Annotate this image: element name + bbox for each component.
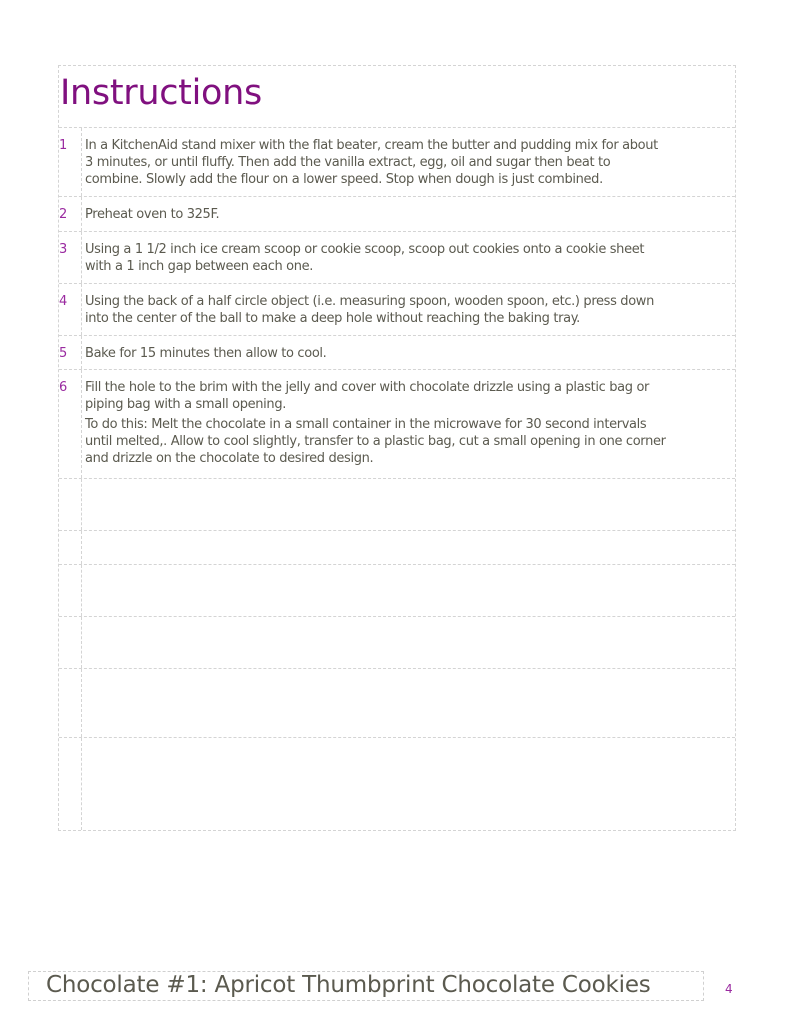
empty-row xyxy=(59,479,735,531)
step-number: 2 xyxy=(59,197,82,231)
step-row xyxy=(59,197,735,232)
footer-recipe-title: Chocolate #1: Apricot Thumbprint Chocolate Cookies xyxy=(46,972,651,998)
step-paragraph xyxy=(85,137,727,188)
page-title: Instructions xyxy=(60,73,262,113)
step-line: Fill the hole to the brim with the jelly and cover with chocolate drizzle using a plastic bag or xyxy=(85,380,650,395)
empty-text-cell xyxy=(82,738,735,830)
empty-number-cell xyxy=(59,565,82,616)
step-row xyxy=(59,128,735,197)
empty-text-cell xyxy=(82,531,735,564)
instructions-header xyxy=(59,66,735,128)
empty-number-cell xyxy=(59,669,82,737)
instructions-table xyxy=(58,65,736,831)
step-number: 6 xyxy=(59,370,82,478)
step-paragraph xyxy=(85,416,727,467)
step-row xyxy=(59,232,735,284)
step-text xyxy=(82,284,735,335)
empty-number-cell xyxy=(59,738,82,830)
step-line: 3 minutes, or until fluffy. Then add the vanilla extract, egg, oil and sugar then beat to xyxy=(85,155,611,170)
step-line: Bake for 15 minutes then allow to cool. xyxy=(85,346,327,361)
step-line: Using a 1 1/2 inch ice cream scoop or cookie scoop, scoop out cookies onto a cookie sheet xyxy=(85,242,645,257)
page-number: 4 xyxy=(725,982,733,996)
step-number: 1 xyxy=(59,128,82,196)
step-paragraph xyxy=(85,379,727,413)
step-row xyxy=(59,284,735,336)
empty-number-cell xyxy=(59,531,82,564)
step-row xyxy=(59,370,735,479)
step-paragraph xyxy=(85,241,727,275)
step-paragraph xyxy=(85,345,727,362)
step-number: 5 xyxy=(59,336,82,369)
step-paragraph xyxy=(85,293,727,327)
footer-title-box xyxy=(28,971,704,1001)
step-line: Preheat oven to 325F. xyxy=(85,207,220,222)
step-text xyxy=(82,370,735,478)
step-line: combine. Slowly add the flour on a lower speed. Stop when dough is just combined. xyxy=(85,172,603,187)
step-text xyxy=(82,128,735,196)
step-line: In a KitchenAid stand mixer with the flat beater, cream the butter and pudding mix for about xyxy=(85,138,658,153)
empty-text-cell xyxy=(82,479,735,530)
step-number: 4 xyxy=(59,284,82,335)
empty-row xyxy=(59,738,735,830)
step-line: piping bag with a small opening. xyxy=(85,397,287,412)
empty-row xyxy=(59,531,735,565)
step-row xyxy=(59,336,735,370)
empty-row xyxy=(59,565,735,617)
step-number: 3 xyxy=(59,232,82,283)
empty-row xyxy=(59,617,735,669)
step-text xyxy=(82,197,735,231)
step-line: until melted,. Allow to cool slightly, transfer to a plastic bag, cut a small opening in one corner xyxy=(85,434,666,449)
empty-text-cell xyxy=(82,565,735,616)
empty-text-cell xyxy=(82,669,735,737)
step-line: with a 1 inch gap between each one. xyxy=(85,259,314,274)
step-paragraph xyxy=(85,206,727,223)
empty-row xyxy=(59,669,735,738)
step-line: Using the back of a half circle object (i.e. measuring spoon, wooden spoon, etc.) press down xyxy=(85,294,654,309)
step-line: into the center of the ball to make a deep hole without reaching the baking tray. xyxy=(85,311,580,326)
step-line: To do this: Melt the chocolate in a small container in the microwave for 30 second intervals xyxy=(85,417,647,432)
step-line: and drizzle on the chocolate to desired design. xyxy=(85,451,374,466)
empty-number-cell xyxy=(59,479,82,530)
step-text xyxy=(82,336,735,369)
step-text xyxy=(82,232,735,283)
empty-number-cell xyxy=(59,617,82,668)
empty-text-cell xyxy=(82,617,735,668)
